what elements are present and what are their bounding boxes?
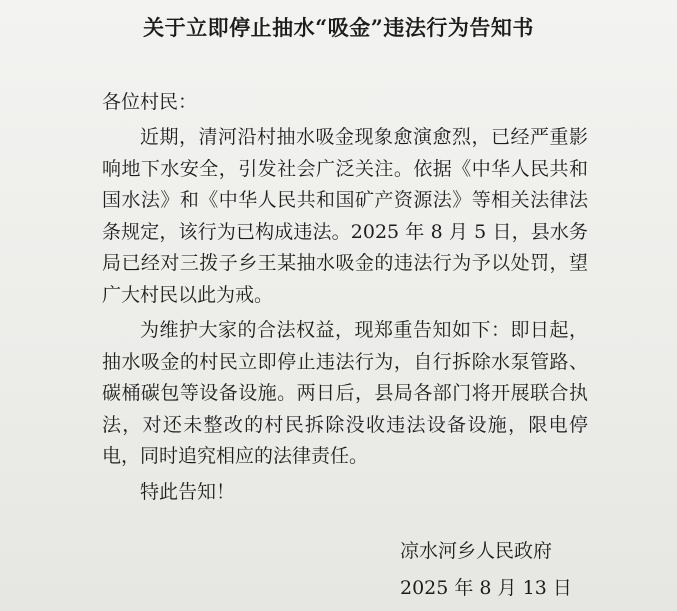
notice-signature	[400, 536, 572, 603]
notice-salutation: 各位村民：	[102, 91, 198, 113]
notice-body	[102, 122, 588, 508]
notice-title: 关于立即停止抽水“吸金”违法行为告知书	[143, 15, 534, 40]
notice-paragraph: 为维护大家的合法权益，现郑重告知如下：即日起，抽水吸金的村民立即停止违法行为，自行拆除水泵管路、碳桶碳包等设备设施。两日后，县局各部门将开展联合执法，对还未整改的村民拆除没收违法设备设施，限电停电，同时追究相应的法律责任。	[102, 319, 588, 467]
notice-paragraph: 近期，清河沿村抽水吸金现象愈演愈烈，已经严重影响地下水安全，引发社会广泛关注。依据《中华人民共和国水法》和《中华人民共和国矿产资源法》等相关法律法条规定，该行为已构成违法。2025 年 8 月 5 日，县水务局已经对三拨子乡王某抽水吸金的违法行为予以处罚，望广大村民以此为戒。	[102, 126, 588, 306]
notice-closing: 特此告知！	[140, 480, 236, 503]
issue-date: 2025 年 8 月 13 日	[400, 577, 572, 599]
issuer-name: 凉水河乡人民政府	[400, 540, 553, 562]
